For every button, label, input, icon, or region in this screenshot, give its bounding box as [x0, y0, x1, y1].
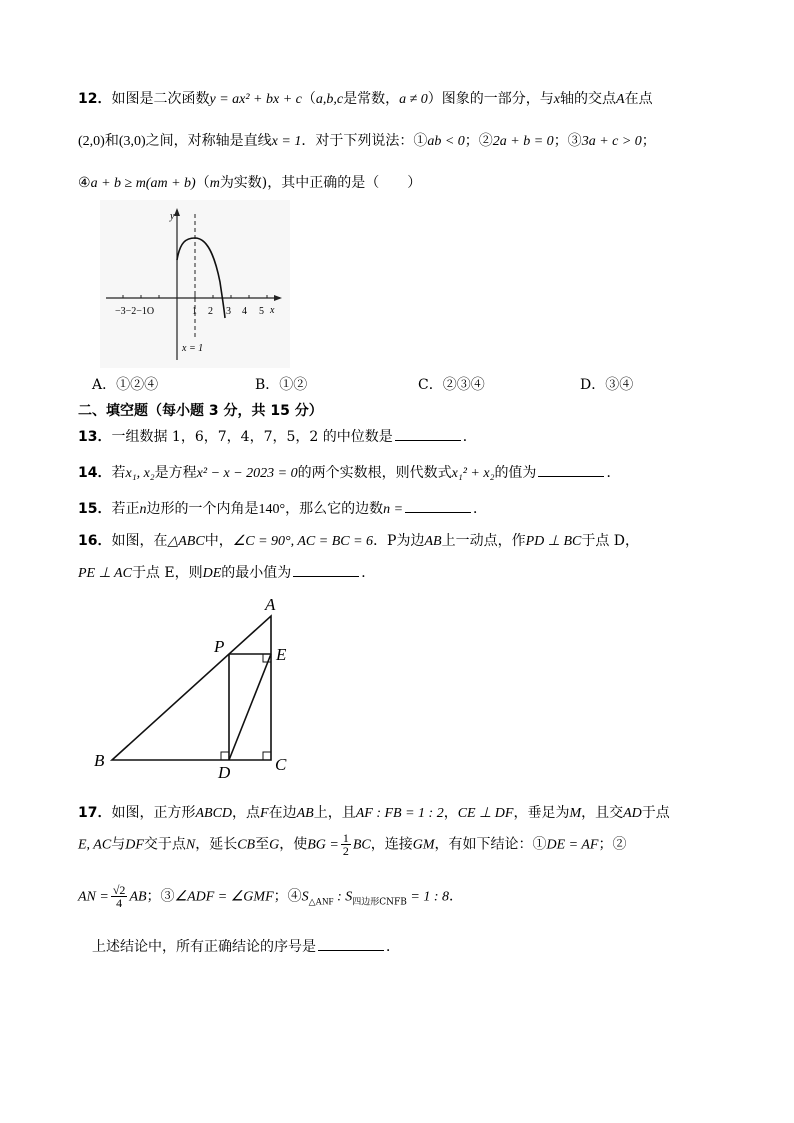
- q12-option-b: B．①②: [255, 377, 308, 393]
- tick-label-4: 4: [242, 306, 247, 317]
- tick-label-1: 1: [192, 306, 197, 317]
- right-angle-mark-c: [263, 752, 271, 760]
- label-c: C: [275, 755, 287, 774]
- q12-option-d: D．③④: [580, 377, 634, 393]
- q12-line2: (2,0)和(3,0)之间，对称轴是直线x = 1．对于下列说法：①ab < 0；②2a + b = 0；③3a + c > 0；: [78, 133, 656, 149]
- q16-answer-blank[interactable]: [293, 562, 359, 577]
- q14-answer-blank[interactable]: [538, 462, 604, 477]
- q17-line1: 17．如图，正方形ABCD，点F在边AB上，且AF : FB = 1 : 2，CE ⊥ DF，垂足为M，且交AD于点: [78, 805, 670, 821]
- section-heading: 二、填空题（每小题 3 分，共 15 分）: [78, 403, 323, 419]
- label-d: D: [218, 763, 231, 780]
- label-b: B: [94, 751, 105, 770]
- y-axis-label: y: [170, 211, 175, 222]
- label-a: A: [265, 595, 276, 614]
- q17-line2: E, AC与DF交于点N，延长CB至G，使BG = $\frac{1}{2}$ BC，连接GM，有如下结论：①DE = AF；②: [78, 831, 627, 858]
- tick-label-3: 3: [226, 306, 231, 317]
- tick-labels-negative: −3−2−1O: [115, 306, 155, 317]
- q13: 13．一组数据 1，6，7，4，7，5，2 的中位数是 ．: [78, 426, 477, 446]
- x-axis-label: x: [270, 305, 275, 316]
- right-angle-mark-d: [221, 752, 229, 760]
- q17-answer-blank[interactable]: [318, 936, 384, 951]
- fraction-one-half: $\frac{1}{2}$: [342, 831, 349, 858]
- q12-option-a: A．①②④: [92, 377, 159, 393]
- q13-answer-blank[interactable]: [395, 426, 461, 441]
- symmetry-axis-label: x = 1: [182, 343, 204, 354]
- triangle-abc: [112, 616, 271, 760]
- label-p: P: [214, 637, 225, 656]
- fraction-root2-over-4: $\frac{√2}{4}$: [112, 883, 126, 910]
- q12-line3: ④a + b ≥ m(am + b)（m为实数)，其中正确的是（ ）: [78, 175, 422, 191]
- q17-line4: 上述结论中，所有正确结论的序号是 ．: [92, 936, 400, 956]
- q14: 14．若x₁, x₂是方程x² − x − 2023 = 0的两个实数根，则代数式x₁² + x₂的值为 ．: [78, 462, 620, 482]
- tick-label-5: 5: [259, 306, 264, 317]
- q16-line1: 16．如图，在△ABC中，∠C = 90°, AC = BC = 6．P为边AB上一动点，作PD ⊥ BC于点 D，: [78, 533, 640, 549]
- q12-line1: 12．如图是二次函数y = ax² + bx + c（a,b,c是常数，a ≠ 0）图象的一部分，与x轴的交点A在点: [78, 91, 653, 107]
- q15-answer-blank[interactable]: [405, 498, 471, 513]
- q17-line3: AN = $\frac{√2}{4}$ AB；③∠ADF = ∠GMF；$④S_{\triangle ANF}$ : $S_{四边形CNFB} = 1$ : 8．: [78, 883, 463, 910]
- q15: 15．若正n边形的一个内角是140°，那么它的边数n = ．: [78, 498, 487, 518]
- triangle-figure: [88, 590, 308, 780]
- segment-de: [229, 654, 271, 760]
- label-e: E: [276, 645, 287, 664]
- parabola-graph: [100, 200, 290, 368]
- tick-label-2: 2: [208, 306, 213, 317]
- q12-option-c: C．②③④: [418, 377, 485, 393]
- q16-line2: PE ⊥ AC于点 E，则DE的最小值为 ．: [78, 562, 375, 582]
